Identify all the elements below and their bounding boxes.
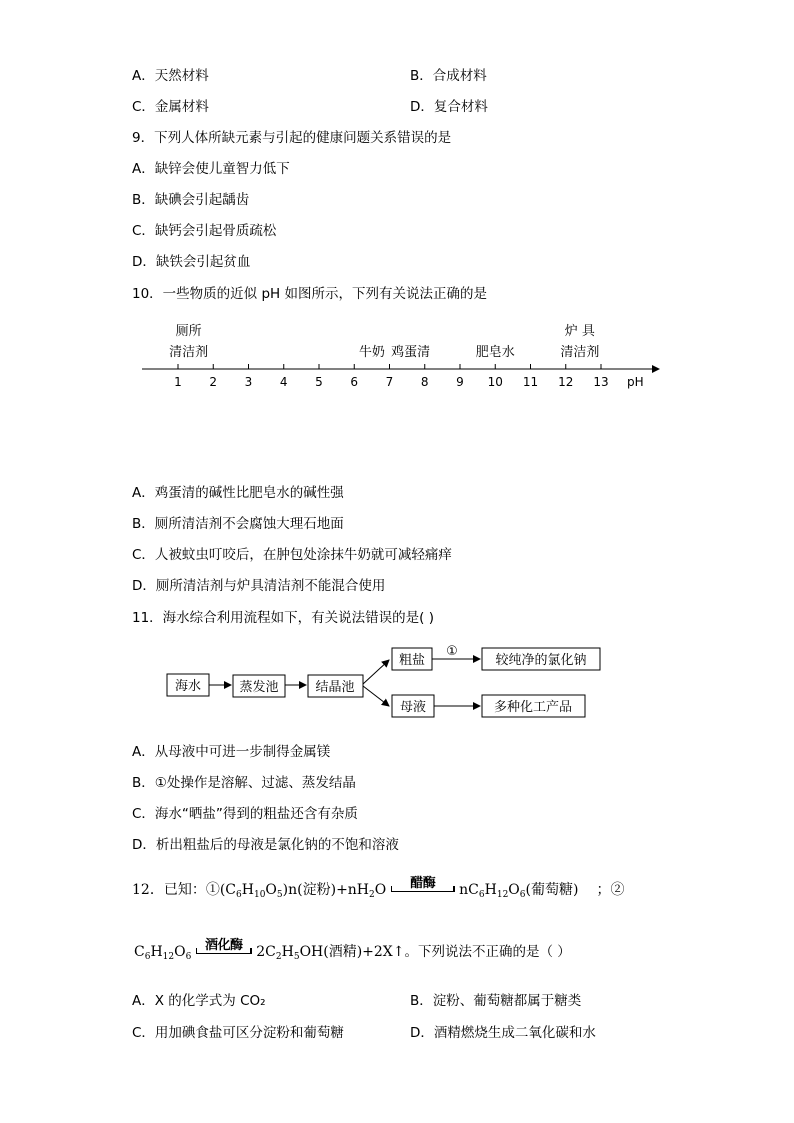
ph-tick-label-10: 10: [487, 375, 503, 389]
label-crystallization-pond: 结晶池: [315, 680, 355, 695]
q8-option-b: B．合成材料: [410, 68, 487, 84]
q12-glucose-name: (葡萄糖): [525, 882, 579, 898]
q12-starch-name: (淀粉): [297, 882, 337, 898]
q10-option-d: D．厕所清洁剂与炉具清洁剂不能混合使用: [132, 578, 386, 594]
ph-tick-label-11: 11: [522, 375, 539, 389]
label-pure-nacl: 较纯净的氯化钠: [495, 653, 587, 668]
ph-label-line2-0: 清洁剂: [169, 345, 209, 360]
label-chemicals: 多种化工产品: [493, 700, 573, 715]
q12-prefix: 12．已知：①: [132, 882, 220, 898]
ph-tick-label-9: 9: [456, 375, 464, 389]
q12-option-b: B．淀粉、葡萄糖都属于糖类: [410, 993, 582, 1009]
q11-option-c: C．海水“晒盐”得到的粗盐还含有杂质: [132, 806, 358, 822]
label-seawater: 海水: [174, 679, 202, 694]
q11-option-b: B．①处操作是溶解、过滤、蒸发结晶: [132, 775, 356, 791]
ph-label-line2-4: 清洁剂: [560, 345, 600, 360]
q12-tail: 。下列说法不正确的是（ ）: [404, 944, 571, 960]
ph-label-line2-1: 牛奶: [358, 345, 385, 360]
ph-scale-diagram: [130, 318, 670, 402]
q9-option-a: A．缺锌会使儿童智力低下: [132, 161, 290, 177]
q12-option-c: C．用加碘食盐可区分淀粉和葡萄糖: [132, 1025, 344, 1041]
q9-option-c: C．缺钙会引起骨质疏松: [132, 223, 277, 239]
ph-scale-svg: [130, 318, 670, 398]
arrow-to-crude-salt: [363, 660, 389, 684]
q9-stem: 9．下列人体所缺元素与引起的健康问题关系错误的是: [132, 130, 452, 146]
q11-stem: 11．海水综合利用流程如下，有关说法错误的是( ): [132, 610, 435, 626]
q10-option-a: A．鸡蛋清的碱性比肥皂水的碱性强: [132, 485, 344, 501]
ph-axis-arrow-icon: [652, 365, 660, 373]
seawater-flow-svg: [155, 640, 615, 725]
q9-option-b: B．缺碘会引起龋齿: [132, 192, 250, 208]
q10-option-b: B．厕所清洁剂不会腐蚀大理石地面: [132, 516, 344, 532]
ph-tick-label-6: 6: [350, 375, 359, 389]
q11-option-a: A．从母液中可进一步制得金属镁: [132, 744, 331, 760]
ph-tick-label-5: 5: [315, 375, 323, 389]
ph-tick-label-4: 4: [279, 375, 288, 389]
q12-condition-2: 酒化酶: [196, 943, 252, 961]
q12-equation-2: $C_6H_{12}O_6$ 酒化酶 $2C_2H_5OH$(酒精)+2X↑。下列说法不正确的是（ ）: [134, 938, 571, 962]
q10-stem: 10．一些物质的近似 pH 如图所示，下列有关说法正确的是: [132, 286, 487, 302]
seawater-flow-diagram: [155, 640, 615, 729]
ph-tick-label-1: 1: [174, 375, 182, 389]
ph-axis-unit: pH: [627, 375, 644, 389]
ph-label-line1-4: 炉 具: [564, 324, 595, 339]
ph-tick-label-3: 3: [244, 375, 253, 389]
q10-option-c: C．人被蚊虫叮咬后，在肿包处涂抹牛奶就可减轻痛痒: [132, 547, 452, 563]
ph-label-line1-0: 厕所: [175, 324, 202, 339]
q12-condition-1: 醋酶: [391, 881, 455, 899]
arrow-to-mother-liquor: [363, 686, 389, 706]
q8-option-d: D．复合材料: [410, 99, 488, 115]
label-crude-salt: 粗盐: [398, 653, 426, 668]
ph-tick-label-7: 7: [385, 375, 394, 389]
ph-label-line2-3: 肥皂水: [475, 345, 515, 360]
label-evaporation-pond: 蒸发池: [239, 680, 279, 695]
q11-option-d: D．析出粗盐后的母液是氯化钠的不饱和溶液: [132, 837, 399, 853]
label-mother-liquor: 母液: [399, 700, 427, 715]
q8-option-a: A．天然材料: [132, 68, 209, 84]
q9-option-d: D．缺铁会引起贫血: [132, 254, 251, 270]
ph-tick-label-2: 2: [209, 375, 218, 389]
ph-label-line2-2: 鸡蛋清: [391, 345, 431, 360]
ph-tick-label-12: 12: [558, 375, 574, 389]
step-1-marker: ①: [446, 644, 458, 659]
ph-tick-label-8: 8: [420, 375, 429, 389]
q12-equation-1: 12．已知：$①(C_6H_{10}O_5)n$(淀粉)$+nH_2O$ 醋酶 $nC_6H_{12}O_6$(葡萄糖) ；②: [132, 876, 625, 900]
q12-option-a: A．X 的化学式为 CO₂: [132, 993, 266, 1009]
q8-option-c: C．金属材料: [132, 99, 209, 115]
q12-option-d: D．酒精燃烧生成二氧化碳和水: [410, 1025, 596, 1041]
ph-tick-label-13: 13: [593, 375, 609, 389]
